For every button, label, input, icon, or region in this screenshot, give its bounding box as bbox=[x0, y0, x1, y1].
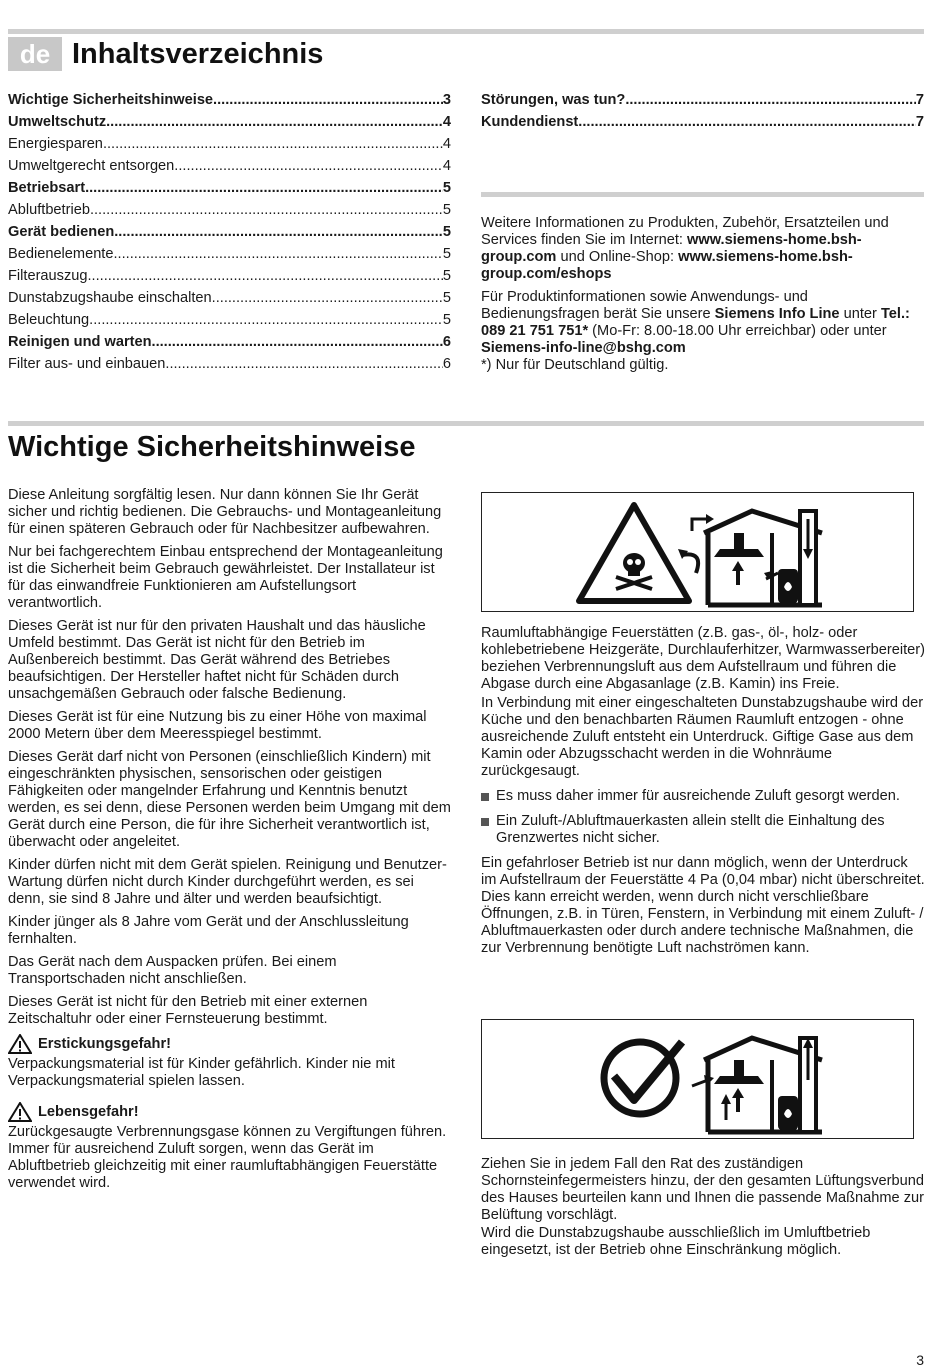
safe-diagram bbox=[482, 1020, 912, 1137]
warning-text: Zurückgesaugte Verbrennungsgase können zu Vergiftungen führen. bbox=[8, 1124, 447, 1140]
paragraph: Ein gefahrloser Betrieb ist nur dann möglich, wenn der Unterdruck im Aufstellraum der Feuerstätte 4 Pa (0,04 mbar) nicht überschreitet. Dies kann erreicht werden, wenn durch nicht verschließbare Öffnungen, z.B. in Türen, Fenstern, in Verbindung mit einem Zuluft- / Abluftmauerkasten oder durch andere technische Maßnahmen, die zur Verbrennung benötigte Luft nachströmen kann. bbox=[481, 855, 925, 956]
paragraph: Kinder jünger als 8 Jahre vom Gerät und der Anschlussleitung fernhalten. bbox=[8, 914, 409, 947]
toc-leader-dots bbox=[174, 158, 443, 175]
right-column-bottom bbox=[481, 1156, 925, 1265]
info-block bbox=[481, 215, 924, 380]
info-rule bbox=[481, 192, 924, 197]
toc-entry-label: Umweltgerecht entsorgen bbox=[8, 158, 175, 174]
toc-entry[interactable] bbox=[8, 312, 451, 334]
toc-entry-page: 5 bbox=[442, 312, 451, 328]
website-link[interactable]: www.siemens-home.bsh-group.com bbox=[481, 232, 862, 265]
list-item bbox=[481, 813, 925, 847]
toc-entry[interactable] bbox=[8, 136, 451, 158]
toc-left bbox=[8, 92, 451, 378]
toc-entry-label: Kundendienst bbox=[481, 114, 579, 130]
toc-entry-page: 4 bbox=[442, 136, 451, 152]
toc-entry[interactable] bbox=[8, 180, 451, 202]
list-item-text: Es muss daher immer für ausreichende Zuluft gesorgt werden. bbox=[496, 788, 900, 804]
info-text: Weitere Informationen zu Produkten, Zubehör, Ersatzteilen und Services finden Sie im Internet: bbox=[481, 215, 889, 248]
bullet-icon bbox=[481, 818, 489, 826]
footnote: *) Nur für Deutschland gültig. bbox=[481, 357, 669, 373]
toc-entry[interactable] bbox=[8, 202, 451, 224]
warning-heading bbox=[8, 1034, 452, 1054]
warning-title: Erstickungsgefahr! bbox=[38, 1035, 171, 1052]
paragraph: Nur bei fachgerechtem Einbau entsprechend der Montageanleitung ist die Sicherheit beim Gebrauch gewährleistet. Der Installateur ist für das einwandfreie Funktionieren am Aufstellungsort verantwortlich. bbox=[8, 544, 443, 611]
paragraph: Dieses Gerät ist nur für den privaten Haushalt und das häusliche Umfeld bestimmt. Das Gerät ist nicht für den Betrieb im Außenbereich bestimmt. Das Gerät während des Betriebes beaufsichtigen. Der Hersteller haftet nicht für Schäden durch unsachgemäßen Gebrauch oder falsche Bedienung. bbox=[8, 618, 426, 702]
paragraph: Dieses Gerät darf nicht von Personen (einschließlich Kindern) mit eingeschränkten physischen, sensorischen oder geistigen Fähigkeiten oder mangelnder Erfahrung und Kenntnis benutzt werden, es sei denn, diese Personen werden beim Umgang mit dem Gerät durch eine Person, die für ihre Sicherheit verantwortlich ist, überwacht oder angeleitet. bbox=[8, 749, 451, 850]
toc-leader-dots bbox=[103, 136, 443, 153]
info-text: Für Produktinformationen sowie Anwendungs- und Bedienungsfragen berät Sie unsere bbox=[481, 289, 808, 322]
toc-entry[interactable] bbox=[8, 246, 451, 268]
safe-illustration bbox=[481, 1019, 914, 1139]
toc-entry-label: Filterauszug bbox=[8, 268, 88, 284]
toc-leader-dots bbox=[88, 268, 443, 285]
toc-leader-dots bbox=[89, 312, 443, 329]
toc-entry-page: 5 bbox=[442, 246, 451, 262]
toc-entry-page: 6 bbox=[442, 356, 451, 372]
right-column bbox=[481, 625, 925, 963]
toc-entry-page: 5 bbox=[442, 268, 451, 284]
toc-entry[interactable] bbox=[8, 92, 451, 114]
paragraph: Dieses Gerät ist nicht für den Betrieb mit einer externen Zeitschaltuhr oder einer Fernsteuerung bestimmt. bbox=[8, 994, 368, 1027]
section-title: Wichtige Sicherheitshinweise bbox=[8, 431, 416, 463]
toc-entry-label: Störungen, was tun? bbox=[481, 92, 626, 108]
toc-entry-page: 5 bbox=[442, 224, 451, 240]
header-rule bbox=[8, 29, 924, 34]
warning-heading bbox=[8, 1102, 452, 1122]
toc-entry-page: 5 bbox=[442, 202, 451, 218]
eshop-link[interactable]: www.siemens-home.bsh-group.com/eshops bbox=[481, 249, 853, 282]
section-rule bbox=[8, 421, 924, 426]
toc-leader-dots bbox=[212, 290, 443, 307]
toc-leader-dots bbox=[85, 180, 443, 197]
toc-entry-label: Filter aus- und einbauen bbox=[8, 356, 166, 372]
paragraph: Das Gerät nach dem Auspacken prüfen. Bei einem Transportschaden nicht anschließen. bbox=[8, 954, 337, 987]
info-paragraph bbox=[481, 289, 924, 374]
toc-entry-label: Gerät bedienen bbox=[8, 224, 115, 240]
info-paragraph bbox=[481, 215, 924, 283]
toc-entry-page: 5 bbox=[442, 290, 451, 306]
toc-right bbox=[481, 92, 924, 136]
toc-leader-dots bbox=[114, 224, 443, 241]
toc-leader-dots bbox=[113, 246, 442, 263]
toc-leader-dots bbox=[165, 356, 442, 373]
bullet-icon bbox=[481, 793, 489, 801]
toc-entry-label: Energiesparen bbox=[8, 136, 103, 152]
info-text: und Online-Shop: bbox=[556, 249, 679, 265]
toc-entry[interactable] bbox=[8, 356, 451, 378]
toc-entry-label: Abluftbetrieb bbox=[8, 202, 90, 218]
list-item bbox=[481, 788, 925, 805]
toc-entry[interactable] bbox=[8, 290, 451, 312]
toc-leader-dots bbox=[213, 92, 443, 109]
toc-leader-dots bbox=[152, 334, 443, 351]
danger-diagram bbox=[482, 493, 912, 610]
toc-entry-label: Wichtige Sicherheitshinweise bbox=[8, 92, 214, 108]
toc-entry-page: 4 bbox=[442, 158, 451, 174]
toc-entry-label: Reinigen und warten bbox=[8, 334, 152, 350]
toc-leader-dots bbox=[625, 92, 916, 109]
info-text: unter bbox=[839, 306, 881, 322]
paragraph: Diese Anleitung sorgfältig lesen. Nur dann können Sie Ihr Gerät sicher und richtig bedienen. Die Gebrauchs- und Montageanleitung für einen späteren Gebrauch oder für Nachbesitzer aufbewahren. bbox=[8, 487, 442, 537]
info-text: (Mo-Fr: 8.00-18.00 Uhr erreichbar) oder unter bbox=[588, 323, 887, 339]
warning-triangle-icon bbox=[8, 1034, 32, 1054]
toc-entry[interactable] bbox=[8, 224, 451, 246]
toc-entry[interactable] bbox=[481, 92, 924, 114]
paragraph: Dieses Gerät ist für eine Nutzung bis zu einer Höhe von maximal 2000 Metern über dem Meeresspiegel bestimmt. bbox=[8, 709, 427, 742]
toc-leader-dots bbox=[90, 202, 443, 219]
toc-leader-dots bbox=[578, 114, 916, 131]
toc-entry-page: 7 bbox=[915, 92, 924, 108]
paragraph: Kinder dürfen nicht mit dem Gerät spielen. Reinigung und Benutzer-Wartung dürfen nicht durch Kinder durchgeführt werden, es sei denn, sie sind 8 Jahre und älter und werden beaufsichtigt. bbox=[8, 857, 447, 907]
email-link[interactable]: Siemens-info-line@bshg.com bbox=[481, 340, 686, 356]
toc-entry-label: Beleuchtung bbox=[8, 312, 90, 328]
toc-entry-label: Bedienelemente bbox=[8, 246, 114, 262]
paragraph: Ziehen Sie in jedem Fall den Rat des zuständigen Schornsteinfegermeisters hinzu, der den gesamten Lüftungsverbund des Hauses beurteilen kann und Ihnen die passende Maßnahme zur Belüftung vorschlägt. bbox=[481, 1156, 924, 1223]
toc-entry-page: 4 bbox=[442, 114, 451, 130]
info-line-name: Siemens Info Line bbox=[714, 306, 840, 322]
danger-illustration bbox=[481, 492, 914, 612]
warning-triangle-icon bbox=[8, 1102, 32, 1122]
left-column bbox=[8, 487, 452, 1198]
toc-entry-label: Betriebsart bbox=[8, 180, 86, 196]
toc-entry-label: Dunstabzugshaube einschalten bbox=[8, 290, 212, 306]
toc-leader-dots bbox=[106, 114, 443, 131]
paragraph: Wird die Dunstabzugshaube ausschließlich im Umluftbetrieb eingesetzt, ist der Betrieb ohne Einschränkung möglich. bbox=[481, 1225, 871, 1258]
warning-text: Verpackungsmaterial ist für Kinder gefährlich. Kinder nie mit Verpackungsmaterial spielen lassen. bbox=[8, 1056, 395, 1089]
toc-entry-label: Umweltschutz bbox=[8, 114, 107, 130]
toc-entry-page: 7 bbox=[915, 114, 924, 130]
toc-entry-page: 6 bbox=[442, 334, 451, 350]
toc-entry[interactable] bbox=[8, 268, 451, 290]
paragraph: In Verbindung mit einer eingeschalteten Dunstabzugshaube wird der Küche und den benachbarten Räumen Raumluft entzogen - ohne ausreichende Zuluft entsteht ein Unterdruck. Giftige Gase aus dem Kamin oder Abzugsschacht werden in die Wohnräume zurückgesaugt. bbox=[481, 695, 924, 779]
toc-entry[interactable] bbox=[481, 114, 924, 136]
toc-entry[interactable] bbox=[8, 158, 451, 180]
page-title: Inhaltsverzeichnis bbox=[72, 38, 324, 70]
toc-entry-page: 5 bbox=[442, 180, 451, 196]
page-number: 3 bbox=[916, 1352, 924, 1368]
list-item-text: Ein Zuluft-/Abluftmauerkasten allein stellt die Einhaltung des Grenzwertes nicht sicher. bbox=[496, 813, 885, 846]
warning-title: Lebensgefahr! bbox=[38, 1103, 139, 1120]
toc-entry-page: 3 bbox=[442, 92, 451, 108]
toc-entry[interactable] bbox=[8, 334, 451, 356]
toc-entry[interactable] bbox=[8, 114, 451, 136]
warning-text: Immer für ausreichend Zuluft sorgen, wenn das Gerät im Abluftbetrieb gleichzeitig mit einer raumluftabhängigen Feuerstätte verwendet wird. bbox=[8, 1141, 438, 1191]
phone-number: Tel.: 089 21 751 751* bbox=[481, 306, 910, 339]
paragraph: Raumluftabhängige Feuerstätten (z.B. gas-, öl-, holz- oder kohlebetriebene Heizgeräte, Durchlauferhitzer, Warmwasserbereiter) beziehen Verbrennungsluft aus dem Aufstellraum und führen die Abgase durch eine Abgasanlage (z.B. Kamin) ins Freie. bbox=[481, 625, 925, 692]
language-badge: de bbox=[8, 37, 62, 71]
